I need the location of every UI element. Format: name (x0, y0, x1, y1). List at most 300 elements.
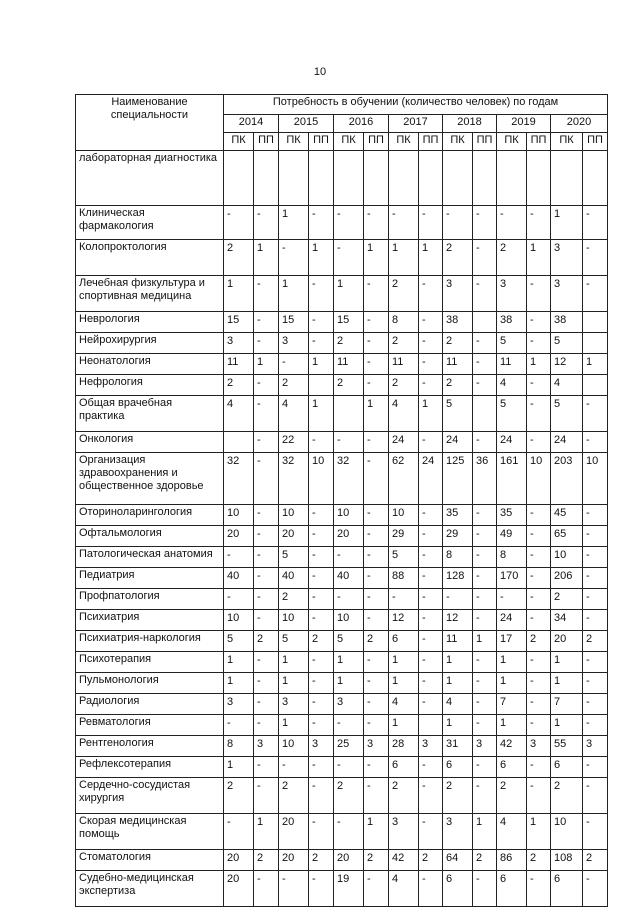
pp-subheader: ПП (583, 133, 608, 151)
table-cell: 1 (279, 673, 309, 694)
table-cell: 4 (224, 396, 254, 432)
table-cell: - (364, 276, 389, 312)
table-cell: 1 (254, 240, 279, 276)
table-cell: - (364, 589, 389, 610)
specialty-name: Клиническая фармакология (76, 206, 224, 240)
table-cell: 6 (551, 871, 583, 907)
table-cell: - (334, 589, 364, 610)
pp-subheader: ПП (364, 133, 389, 151)
table-cell: 4 (279, 396, 309, 432)
table-cell: - (364, 778, 389, 814)
table-cell: - (527, 673, 551, 694)
table-cell: 2 (309, 850, 334, 871)
table-cell: 3 (254, 736, 279, 757)
table-cell: - (309, 547, 334, 568)
table-cell: 1 (419, 240, 443, 276)
table-cell: - (309, 432, 334, 453)
table-cell: - (419, 206, 443, 240)
table-cell: 38 (551, 312, 583, 333)
specialty-name: Сердечно-сосудистая хирургия (76, 778, 224, 814)
table-cell: 22 (279, 432, 309, 453)
table-cell (309, 151, 334, 206)
table-cell: 6 (497, 757, 527, 778)
pp-subheader: ПП (473, 133, 497, 151)
table-cell: 3 (279, 694, 309, 715)
table-cell (389, 151, 419, 206)
table-cell: 10 (309, 453, 334, 505)
table-cell: - (364, 652, 389, 673)
year-header: 2019 (497, 115, 551, 133)
table-cell: 161 (497, 453, 527, 505)
table-cell: 20 (334, 526, 364, 547)
table-cell: 11 (334, 354, 364, 375)
table-cell: 1 (443, 715, 473, 736)
table-cell: 2 (334, 333, 364, 354)
table-cell (583, 333, 608, 354)
table-cell: 3 (443, 814, 473, 850)
table-cell: 5 (279, 631, 309, 652)
table-row (76, 396, 608, 432)
table-cell: - (583, 432, 608, 453)
table-row (76, 652, 608, 673)
table-cell: - (309, 526, 334, 547)
table-cell (419, 151, 443, 206)
table-cell: 29 (389, 526, 419, 547)
table-cell: 10 (334, 505, 364, 526)
table-cell: - (364, 354, 389, 375)
table-cell: 15 (224, 312, 254, 333)
table-cell: - (364, 715, 389, 736)
table-cell: - (364, 694, 389, 715)
table-cell: - (527, 333, 551, 354)
table-cell: 20 (334, 850, 364, 871)
table-cell: - (473, 354, 497, 375)
table-cell: 20 (224, 526, 254, 547)
table-cell: - (527, 312, 551, 333)
table-cell: - (419, 547, 443, 568)
table-cell: - (419, 375, 443, 396)
table-cell: - (527, 526, 551, 547)
specialty-name: Ревматология (76, 715, 224, 736)
table-cell (419, 715, 443, 736)
table-cell: 3 (389, 814, 419, 850)
header-row-main (76, 95, 608, 115)
table-cell: - (419, 276, 443, 312)
table-cell: 1 (364, 396, 389, 432)
table-cell: 24 (551, 432, 583, 453)
table-cell: 1 (254, 814, 279, 850)
table-cell: 35 (443, 505, 473, 526)
table-cell: 11 (443, 631, 473, 652)
table-cell: 20 (551, 631, 583, 652)
year-header: 2018 (443, 115, 497, 133)
table-cell: 5 (334, 631, 364, 652)
table-cell: 2 (443, 333, 473, 354)
pk-subheader: ПК (389, 133, 419, 151)
pp-subheader: ПП (419, 133, 443, 151)
table-cell: - (254, 778, 279, 814)
table-cell: 15 (279, 312, 309, 333)
table-cell: - (583, 206, 608, 240)
table-cell: 28 (389, 736, 419, 757)
year-header: 2016 (334, 115, 389, 133)
table-cell (279, 151, 309, 206)
table-cell: 2 (583, 631, 608, 652)
table-cell: - (583, 715, 608, 736)
table-cell (364, 151, 389, 206)
table-body (76, 151, 608, 907)
table-cell: 3 (309, 736, 334, 757)
table-row (76, 568, 608, 589)
table-cell: - (364, 757, 389, 778)
table-cell: - (497, 589, 527, 610)
table-cell (527, 151, 551, 206)
specialty-name: Педиатрия (76, 568, 224, 589)
table-cell: - (527, 757, 551, 778)
table-cell: 5 (551, 333, 583, 354)
table-cell: - (419, 505, 443, 526)
table-cell: 1 (309, 354, 334, 375)
pp-subheader: ПП (309, 133, 334, 151)
table-row (76, 631, 608, 652)
table-cell: 3 (334, 694, 364, 715)
table-cell: 5 (443, 396, 473, 432)
table-cell: 128 (443, 568, 473, 589)
table-cell: 32 (334, 453, 364, 505)
table-cell: - (364, 526, 389, 547)
table-cell: 2 (497, 778, 527, 814)
table-cell: 1 (389, 673, 419, 694)
specialty-name: Пульмонология (76, 673, 224, 694)
table-cell: - (334, 432, 364, 453)
specialty-name: Нейрохирургия (76, 333, 224, 354)
table-row (76, 505, 608, 526)
table-cell: - (473, 715, 497, 736)
table-cell: 20 (224, 850, 254, 871)
table-cell: 2 (279, 375, 309, 396)
table-cell: 1 (443, 673, 473, 694)
table-cell: 4 (389, 694, 419, 715)
table-cell: 24 (497, 432, 527, 453)
table-cell: - (334, 715, 364, 736)
table-cell (309, 375, 334, 396)
table-row (76, 151, 608, 206)
table-cell: - (583, 778, 608, 814)
table-cell: 3 (583, 736, 608, 757)
table-cell: - (254, 547, 279, 568)
specialty-name: Рентгенология (76, 736, 224, 757)
table-cell: 4 (389, 396, 419, 432)
table-cell: 6 (443, 871, 473, 907)
table-cell: 170 (497, 568, 527, 589)
table-cell: - (419, 694, 443, 715)
table-cell: 20 (279, 526, 309, 547)
table-cell: - (254, 432, 279, 453)
table-cell: 8 (497, 547, 527, 568)
table-cell: 2 (254, 850, 279, 871)
table-cell: 108 (551, 850, 583, 871)
table-cell: - (309, 715, 334, 736)
table-cell: - (473, 589, 497, 610)
table-row (76, 871, 608, 907)
table-cell: - (419, 589, 443, 610)
table-row (76, 850, 608, 871)
table-cell: 1 (279, 276, 309, 312)
table-cell: - (279, 871, 309, 907)
table-cell: - (254, 526, 279, 547)
table-cell (334, 151, 364, 206)
table-cell: - (419, 757, 443, 778)
table-cell: - (473, 375, 497, 396)
table-cell: 12 (443, 610, 473, 631)
table-cell: - (527, 276, 551, 312)
table-cell: 11 (389, 354, 419, 375)
table-row (76, 333, 608, 354)
table-cell: 10 (334, 610, 364, 631)
table-cell: - (419, 526, 443, 547)
table-cell: - (419, 652, 443, 673)
table-cell: - (334, 814, 364, 850)
table-cell: 3 (224, 694, 254, 715)
table-cell: - (364, 312, 389, 333)
table-row (76, 589, 608, 610)
table-cell: 3 (551, 240, 583, 276)
table-row (76, 312, 608, 333)
table-cell: - (473, 871, 497, 907)
pk-subheader: ПК (443, 133, 473, 151)
table-cell: 2 (309, 631, 334, 652)
table-row (76, 673, 608, 694)
table-cell: 1 (279, 206, 309, 240)
specialty-name-header: Наименование специальности (76, 95, 224, 151)
table-cell: - (473, 276, 497, 312)
specialty-name: Нефрология (76, 375, 224, 396)
table-cell: 1 (334, 276, 364, 312)
table-cell: 6 (551, 757, 583, 778)
table-cell: 10 (527, 453, 551, 505)
specialty-name: лабораторная диагностика (76, 151, 224, 206)
table-cell: 6 (497, 871, 527, 907)
table-cell: - (583, 694, 608, 715)
table-cell: 125 (443, 453, 473, 505)
table-cell: - (583, 276, 608, 312)
table-cell: - (334, 757, 364, 778)
table-cell: 2 (389, 333, 419, 354)
table-cell: 8 (224, 736, 254, 757)
specialty-name: Патологическая анатомия (76, 547, 224, 568)
table-cell: 6 (389, 757, 419, 778)
table-cell: 32 (279, 453, 309, 505)
table-cell: 5 (279, 547, 309, 568)
table-cell: - (309, 206, 334, 240)
table-cell: 10 (583, 453, 608, 505)
specialty-name: Неврология (76, 312, 224, 333)
table-cell: 24 (497, 610, 527, 631)
table-cell: - (497, 206, 527, 240)
table-cell: - (279, 354, 309, 375)
table-cell: - (419, 631, 443, 652)
table-cell: - (254, 276, 279, 312)
table-cell: 4 (389, 871, 419, 907)
table-cell: 1 (389, 715, 419, 736)
table-cell: - (224, 547, 254, 568)
table-cell: - (279, 757, 309, 778)
table-cell: 2 (224, 375, 254, 396)
specialty-name: Рефлексотерапия (76, 757, 224, 778)
table-cell: 1 (419, 396, 443, 432)
table-cell: 206 (551, 568, 583, 589)
table-cell: 3 (279, 333, 309, 354)
table-cell: 2 (254, 631, 279, 652)
table-cell: 24 (419, 453, 443, 505)
table-cell: 3 (364, 736, 389, 757)
table-cell: - (309, 505, 334, 526)
pk-subheader: ПК (497, 133, 527, 151)
table-cell: 15 (334, 312, 364, 333)
table-cell: 34 (551, 610, 583, 631)
table-cell: - (583, 652, 608, 673)
table-cell: 2 (497, 240, 527, 276)
table-cell: 2 (527, 631, 551, 652)
table-cell: - (364, 871, 389, 907)
table-cell: - (583, 396, 608, 432)
table-cell: 24 (443, 432, 473, 453)
table-cell: - (527, 652, 551, 673)
table-cell (224, 432, 254, 453)
table-cell: 40 (279, 568, 309, 589)
table-cell: 3 (551, 276, 583, 312)
table-cell (473, 312, 497, 333)
table-cell: 3 (527, 736, 551, 757)
table-cell: - (254, 453, 279, 505)
table-cell: - (224, 206, 254, 240)
table-row (76, 715, 608, 736)
table-cell: 86 (497, 850, 527, 871)
table-cell (473, 396, 497, 432)
table-cell: 1 (279, 715, 309, 736)
table-row (76, 778, 608, 814)
specialty-name: Организация здравоохранения и общественное здоровье (76, 453, 224, 505)
table-cell: - (254, 589, 279, 610)
table-cell: - (527, 568, 551, 589)
table-cell: 10 (279, 610, 309, 631)
table-cell: 6 (443, 757, 473, 778)
table-cell: 2 (334, 778, 364, 814)
table-cell: 4 (497, 814, 527, 850)
pk-subheader: ПК (279, 133, 309, 151)
table-row (76, 814, 608, 850)
table-cell: - (443, 206, 473, 240)
table-cell: 17 (497, 631, 527, 652)
table-cell: 42 (497, 736, 527, 757)
table-cell: 55 (551, 736, 583, 757)
table-cell: 45 (551, 505, 583, 526)
table-cell: 20 (279, 814, 309, 850)
table-cell: - (334, 240, 364, 276)
table-cell: 1 (224, 276, 254, 312)
table-cell: - (254, 568, 279, 589)
specialty-name: Психиатрия-наркология (76, 631, 224, 652)
table-cell: 1 (551, 673, 583, 694)
specialty-name: Радиология (76, 694, 224, 715)
table-cell: - (473, 240, 497, 276)
table-cell: 1 (551, 715, 583, 736)
table-cell: - (309, 694, 334, 715)
table-row (76, 526, 608, 547)
table-row (76, 354, 608, 375)
table-cell: 88 (389, 568, 419, 589)
table-cell: 2 (443, 375, 473, 396)
table-cell: 4 (551, 375, 583, 396)
table-cell: - (309, 673, 334, 694)
table-cell: - (309, 568, 334, 589)
table-cell: - (364, 206, 389, 240)
table-cell: - (527, 206, 551, 240)
pk-subheader: ПК (334, 133, 364, 151)
table-cell: - (527, 589, 551, 610)
table-cell: 3 (473, 736, 497, 757)
table-cell: 31 (443, 736, 473, 757)
table-cell: 29 (443, 526, 473, 547)
table-cell: 3 (419, 736, 443, 757)
table-cell: - (473, 333, 497, 354)
table-cell: - (309, 333, 334, 354)
table-cell: 40 (334, 568, 364, 589)
table-cell: - (364, 568, 389, 589)
specialty-name: Стоматология (76, 850, 224, 871)
pp-subheader: ПП (527, 133, 551, 151)
table-cell: - (309, 276, 334, 312)
table-cell: 1 (473, 814, 497, 850)
table-cell: - (254, 871, 279, 907)
table-cell: 1 (443, 652, 473, 673)
table-cell: 1 (364, 814, 389, 850)
table-cell: 12 (551, 354, 583, 375)
table-cell: 11 (497, 354, 527, 375)
specialty-name: Неонатология (76, 354, 224, 375)
table-cell: 11 (224, 354, 254, 375)
table-cell: 19 (334, 871, 364, 907)
table-cell: - (254, 396, 279, 432)
table-cell: - (473, 757, 497, 778)
table-cell: 2 (279, 778, 309, 814)
table-cell: - (419, 432, 443, 453)
table-cell: 10 (279, 505, 309, 526)
table-cell: - (364, 432, 389, 453)
table-cell: - (583, 547, 608, 568)
table-cell: - (583, 568, 608, 589)
table-cell (583, 151, 608, 206)
table-cell: 1 (497, 673, 527, 694)
table-cell: - (583, 240, 608, 276)
table-cell: 10 (389, 505, 419, 526)
table-cell: - (309, 589, 334, 610)
table-cell: 64 (443, 850, 473, 871)
table-cell: - (254, 333, 279, 354)
table-cell: - (527, 547, 551, 568)
table-cell: 10 (551, 814, 583, 850)
table-cell: 2 (443, 778, 473, 814)
table-cell: - (473, 432, 497, 453)
specialty-name: Колопроктология (76, 240, 224, 276)
table-cell: - (254, 505, 279, 526)
table-cell: 3 (443, 276, 473, 312)
table-cell (583, 312, 608, 333)
table-row (76, 547, 608, 568)
table-cell: - (583, 505, 608, 526)
table-cell (224, 151, 254, 206)
table-cell: - (419, 673, 443, 694)
